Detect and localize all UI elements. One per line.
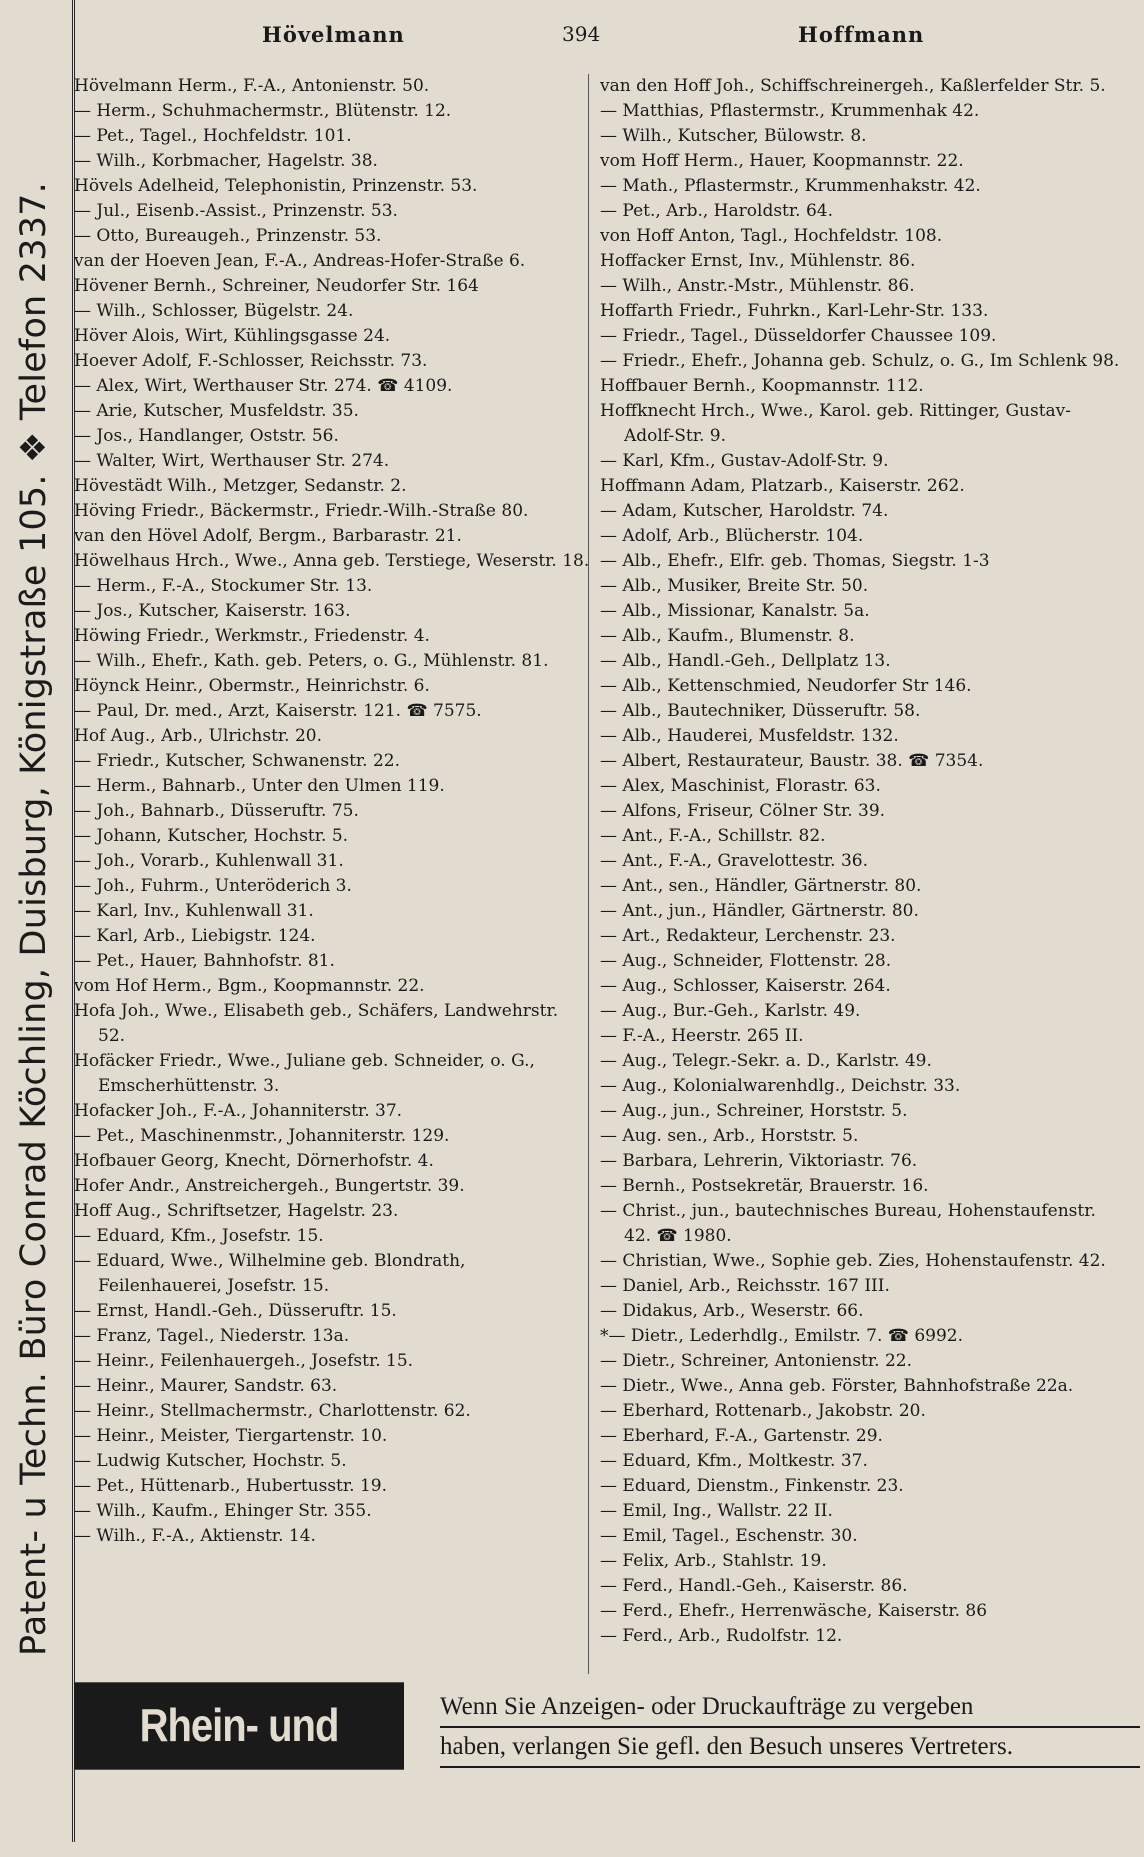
directory-entry: — Dietr., Schreiner, Antonienstr. 22. xyxy=(600,1351,912,1371)
directory-entry: — Bernh., Postsekretär, Brauerstr. 16. xyxy=(600,1176,929,1196)
directory-entry: Hofa Joh., Wwe., Elisabeth geb., Schäfers, Landwehrstr. 52. xyxy=(74,1001,559,1046)
directory-entry: — Christ., jun., bautechnisches Bureau, Hohenstaufenstr. 42. ☎ 1980. xyxy=(600,1201,1096,1246)
directory-entry: Hövestädt Wilh., Metzger, Sedanstr. 2. xyxy=(74,476,407,496)
directory-entry: — Walter, Wirt, Werthauser Str. 274. xyxy=(74,451,390,471)
directory-entry: — Franz, Tagel., Niederstr. 13a. xyxy=(74,1326,350,1346)
directory-entry: — Adam, Kutscher, Haroldstr. 74. xyxy=(600,501,889,521)
directory-entry: — Matthias, Pflastermstr., Krummenhak 42. xyxy=(600,101,980,121)
directory-entry: — Art., Redakteur, Lerchenstr. 23. xyxy=(600,926,896,946)
directory-entry: — Herm., F.-A., Stockumer Str. 13. xyxy=(74,576,373,596)
directory-entry: — Herm., Schuhmachermstr., Blütenstr. 12. xyxy=(74,101,452,121)
directory-entry: — Emil, Tagel., Eschenstr. 30. xyxy=(600,1526,858,1546)
directory-entry: Hofer Andr., Anstreichergeh., Bungertstr. 39. xyxy=(74,1176,465,1196)
page-number: 394 xyxy=(562,22,601,46)
header-left-word: Hövelmann xyxy=(262,22,405,47)
directory-entry: — Wilh., Kaufm., Ehinger Str. 355. xyxy=(74,1501,372,1521)
directory-entry: — Eduard, Kfm., Moltkestr. 37. xyxy=(600,1451,868,1471)
directory-entry: — Herm., Bahnarb., Unter den Ulmen 119. xyxy=(74,776,445,796)
directory-entry: — Alb., Kaufm., Blumenstr. 8. xyxy=(600,626,855,646)
directory-entry: — Pet., Hüttenarb., Hubertusstr. 19. xyxy=(74,1476,387,1496)
directory-entry: — Pet., Hauer, Bahnhofstr. 81. xyxy=(74,951,335,971)
page-header xyxy=(72,22,1144,62)
directory-entry: Hoever Adolf, F.-Schlosser, Reichsstr. 73. xyxy=(74,351,428,371)
directory-entry: — Paul, Dr. med., Arzt, Kaiserstr. 121. ☎ 7575. xyxy=(74,701,482,721)
left-column xyxy=(74,74,590,1549)
directory-entry: — Joh., Bahnarb., Düsseruftr. 75. xyxy=(74,801,359,821)
directory-entry: — Aug., Schneider, Flottenstr. 28. xyxy=(600,951,892,971)
directory-entry: Höynck Heinr., Obermstr., Heinrichstr. 6. xyxy=(74,676,430,696)
directory-entry: — Alb., Musiker, Breite Str. 50. xyxy=(600,576,869,596)
newspaper-logo: Rhein- und Ruhrzeitung xyxy=(74,1682,404,1769)
directory-entry: — Heinr., Feilenhauergeh., Josefstr. 15. xyxy=(74,1351,414,1371)
directory-entry: — Joh., Fuhrm., Unteröderich 3. xyxy=(74,876,352,896)
directory-entry: — Eduard, Kfm., Josefstr. 15. xyxy=(74,1226,324,1246)
directory-entry: — Alex, Maschinist, Florastr. 63. xyxy=(600,776,881,796)
directory-entry: — Ferd., Arb., Rudolfstr. 12. xyxy=(600,1626,843,1646)
directory-entry: — F.-A., Heerstr. 265 II. xyxy=(600,1026,804,1046)
directory-entry: vom Hoff Herm., Hauer, Koopmannstr. 22. xyxy=(600,151,964,171)
advert-line-1: Wenn Sie Anzeigen- oder Druckaufträge zu vergeben xyxy=(440,1688,1140,1728)
directory-entry: — Pet., Tagel., Hochfeldstr. 101. xyxy=(74,126,352,146)
directory-entry: — Alb., Bautechniker, Düsseruftr. 58. xyxy=(600,701,921,721)
directory-entry: — Didakus, Arb., Weserstr. 66. xyxy=(600,1301,864,1321)
directory-entry: — Joh., Vorarb., Kuhlenwall 31. xyxy=(74,851,344,871)
directory-entry: — Jos., Kutscher, Kaiserstr. 163. xyxy=(74,601,351,621)
directory-entry: — Friedr., Kutscher, Schwanenstr. 22. xyxy=(74,751,401,771)
directory-entry: — Aug. sen., Arb., Horststr. 5. xyxy=(600,1126,859,1146)
directory-entry: — Alb., Missionar, Kanalstr. 5a. xyxy=(600,601,870,621)
directory-entry: — Alb., Ehefr., Elfr. geb. Thomas, Siegstr. 1-3 xyxy=(600,551,990,571)
directory-entry: — Christian, Wwe., Sophie geb. Zies, Hohenstaufenstr. 42. xyxy=(600,1251,1106,1271)
directory-entry: van der Hoeven Jean, F.-A., Andreas-Hofer-Straße 6. xyxy=(74,251,526,271)
directory-entry: — Adolf, Arb., Blücherstr. 104. xyxy=(600,526,864,546)
directory-entry: Hoffknecht Hrch., Wwe., Karol. geb. Rittinger, Gustav-Adolf-Str. 9. xyxy=(600,401,1072,446)
advert-text xyxy=(440,1688,1140,1768)
directory-entry: — Aug., jun., Schreiner, Horststr. 5. xyxy=(600,1101,908,1121)
directory-entry: — Wilh., Schlosser, Bügelstr. 24. xyxy=(74,301,354,321)
directory-entry: — Ferd., Ehefr., Herrenwäsche, Kaiserstr. 86 xyxy=(600,1601,988,1621)
directory-entry: — Jul., Eisenb.-Assist., Prinzenstr. 53. xyxy=(74,201,398,221)
directory-entry: — Friedr., Ehefr., Johanna geb. Schulz, o. G., Im Schlenk 98. xyxy=(600,351,1120,371)
directory-entry: — Ant., sen., Händler, Gärtnerstr. 80. xyxy=(600,876,922,896)
directory-entry: — Jos., Handlanger, Oststr. 56. xyxy=(74,426,339,446)
directory-entry: Hövener Bernh., Schreiner, Neudorfer Str. 164 xyxy=(74,276,479,296)
directory-entry: — Barbara, Lehrerin, Viktoriastr. 76. xyxy=(600,1151,918,1171)
directory-entry: — Emil, Ing., Wallstr. 22 II. xyxy=(600,1501,833,1521)
directory-entry: — Alb., Handl.-Geh., Dellplatz 13. xyxy=(600,651,891,671)
directory-entry: Hoffmann Adam, Platzarb., Kaiserstr. 262. xyxy=(600,476,965,496)
directory-entry: — Karl, Kfm., Gustav-Adolf-Str. 9. xyxy=(600,451,889,471)
right-column xyxy=(600,74,1120,1649)
directory-entry: Hoffarth Friedr., Fuhrkn., Karl-Lehr-Str. 133. xyxy=(600,301,989,321)
directory-entry: — Eduard, Dienstm., Finkenstr. 23. xyxy=(600,1476,904,1496)
directory-entry: Hofacker Joh., F.-A., Johanniterstr. 37. xyxy=(74,1101,403,1121)
footer-advert xyxy=(74,1684,1134,1839)
directory-entry: — Karl, Inv., Kuhlenwall 31. xyxy=(74,901,314,921)
directory-entry: von Hoff Anton, Tagl., Hochfeldstr. 108. xyxy=(600,226,943,246)
directory-entry: — Eberhard, F.-A., Gartenstr. 29. xyxy=(600,1426,883,1446)
directory-entry: — Aug., Bur.-Geh., Karlstr. 49. xyxy=(600,1001,861,1021)
directory-entry: — Aug., Telegr.-Sekr. a. D., Karlstr. 49. xyxy=(600,1051,932,1071)
directory-entry: — Wilh., Korbmacher, Hagelstr. 38. xyxy=(74,151,378,171)
directory-entry: Hoffacker Ernst, Inv., Mühlenstr. 86. xyxy=(600,251,916,271)
directory-entry: Höwelhaus Hrch., Wwe., Anna geb. Terstiege, Weserstr. 18. xyxy=(74,551,590,571)
advert-line-2: haben, verlangen Sie gefl. den Besuch unseres Vertreters. xyxy=(440,1728,1140,1768)
directory-entry: Hövels Adelheid, Telephonistin, Prinzenstr. 53. xyxy=(74,176,478,196)
directory-entry: — Ferd., Handl.-Geh., Kaiserstr. 86. xyxy=(600,1576,908,1596)
directory-entry: — Ludwig Kutscher, Hochstr. 5. xyxy=(74,1451,347,1471)
directory-entry: — Alfons, Friseur, Cölner Str. 39. xyxy=(600,801,886,821)
directory-entry: — Albert, Restaurateur, Baustr. 38. ☎ 7354. xyxy=(600,751,984,771)
directory-entry: Hofbauer Georg, Knecht, Dörnerhofstr. 4. xyxy=(74,1151,434,1171)
directory-entry: — Friedr., Tagel., Düsseldorfer Chaussee 109. xyxy=(600,326,997,346)
header-right-word: Hoffmann xyxy=(798,22,925,47)
directory-entry: — Ant., F.-A., Schillstr. 82. xyxy=(600,826,826,846)
directory-entry: — Dietr., Wwe., Anna geb. Förster, Bahnhofstraße 22a. xyxy=(600,1376,1074,1396)
sidebar-advert xyxy=(0,0,75,1842)
directory-entry: — Heinr., Maurer, Sandstr. 63. xyxy=(74,1376,338,1396)
directory-entry: — Wilh., F.-A., Aktienstr. 14. xyxy=(74,1526,316,1546)
directory-entry: — Heinr., Meister, Tiergartenstr. 10. xyxy=(74,1426,388,1446)
directory-entry: van den Hoff Joh., Schiffschreinergeh., Kaßlerfelder Str. 5. xyxy=(600,76,1106,96)
directory-entry: — Wilh., Anstr.-Mstr., Mühlenstr. 86. xyxy=(600,276,915,296)
directory-entry: Höver Alois, Wirt, Kühlingsgasse 24. xyxy=(74,326,391,346)
directory-entry: — Alb., Kettenschmied, Neudorfer Str 146. xyxy=(600,676,972,696)
directory-entry: Hoff Aug., Schriftsetzer, Hagelstr. 23. xyxy=(74,1201,399,1221)
directory-entry: — Math., Pflastermstr., Krummenhakstr. 42. xyxy=(600,176,981,196)
directory-entry: Höving Friedr., Bäckermstr., Friedr.-Wilh.-Straße 80. xyxy=(74,501,529,521)
directory-entry: Höwing Friedr., Werkmstr., Friedenstr. 4. xyxy=(74,626,430,646)
directory-entry: — Otto, Bureaugeh., Prinzenstr. 53. xyxy=(74,226,382,246)
directory-entry: — Felix, Arb., Stahlstr. 19. xyxy=(600,1551,827,1571)
directory-entry: van den Hövel Adolf, Bergm., Barbarastr. 21. xyxy=(74,526,462,546)
directory-entry: — Wilh., Ehefr., Kath. geb. Peters, o. G., Mühlenstr. 81. xyxy=(74,651,549,671)
directory-entry: — Heinr., Stellmachermstr., Charlottenstr. 62. xyxy=(74,1401,471,1421)
directory-entry: — Eberhard, Rottenarb., Jakobstr. 20. xyxy=(600,1401,926,1421)
directory-entry: Hövelmann Herm., F.-A., Antonienstr. 50. xyxy=(74,76,430,96)
directory-entry: Hofäcker Friedr., Wwe., Juliane geb. Schneider, o. G., Emscherhüttenstr. 3. xyxy=(74,1051,535,1096)
directory-entry: — Arie, Kutscher, Musfeldstr. 35. xyxy=(74,401,359,421)
directory-entry: — Wilh., Kutscher, Bülowstr. 8. xyxy=(600,126,867,146)
directory-entry: — Ant., F.-A., Gravelottestr. 36. xyxy=(600,851,869,871)
directory-entry: — Ant., jun., Händler, Gärtnerstr. 80. xyxy=(600,901,919,921)
directory-entry: — Alex, Wirt, Werthauser Str. 274. ☎ 4109. xyxy=(74,376,453,396)
directory-entry: — Pet., Arb., Haroldstr. 64. xyxy=(600,201,833,221)
directory-entry: vom Hof Herm., Bgm., Koopmannstr. 22. xyxy=(74,976,425,996)
directory-entry: — Pet., Maschinenmstr., Johanniterstr. 129. xyxy=(74,1126,450,1146)
directory-entry: *— Dietr., Lederhdlg., Emilstr. 7. ☎ 6992. xyxy=(600,1326,964,1346)
directory-entry: — Ernst, Handl.-Geh., Düsseruftr. 15. xyxy=(74,1301,397,1321)
directory-entry: — Aug., Schlosser, Kaiserstr. 264. xyxy=(600,976,891,996)
directory-entry: — Alb., Hauderei, Musfeldstr. 132. xyxy=(600,726,899,746)
directory-entry: — Johann, Kutscher, Hochstr. 5. xyxy=(74,826,349,846)
directory-entry: — Eduard, Wwe., Wilhelmine geb. Blondrath, Feilenhauerei, Josefstr. 15. xyxy=(74,1251,466,1296)
directory-entry: — Aug., Kolonialwarenhdlg., Deichstr. 33. xyxy=(600,1076,961,1096)
directory-entry: — Daniel, Arb., Reichsstr. 167 III. xyxy=(600,1276,890,1296)
sidebar-advert-text: Patent- u Techn. Büro Conrad Köchling, Duisburg, Königstraße 105. ❖ Telefon 2337. xyxy=(14,182,54,1656)
directory-entry: Hof Aug., Arb., Ulrichstr. 20. xyxy=(74,726,323,746)
directory-entry: — Karl, Arb., Liebigstr. 124. xyxy=(74,926,316,946)
directory-entry: Hoffbauer Bernh., Koopmannstr. 112. xyxy=(600,376,924,396)
